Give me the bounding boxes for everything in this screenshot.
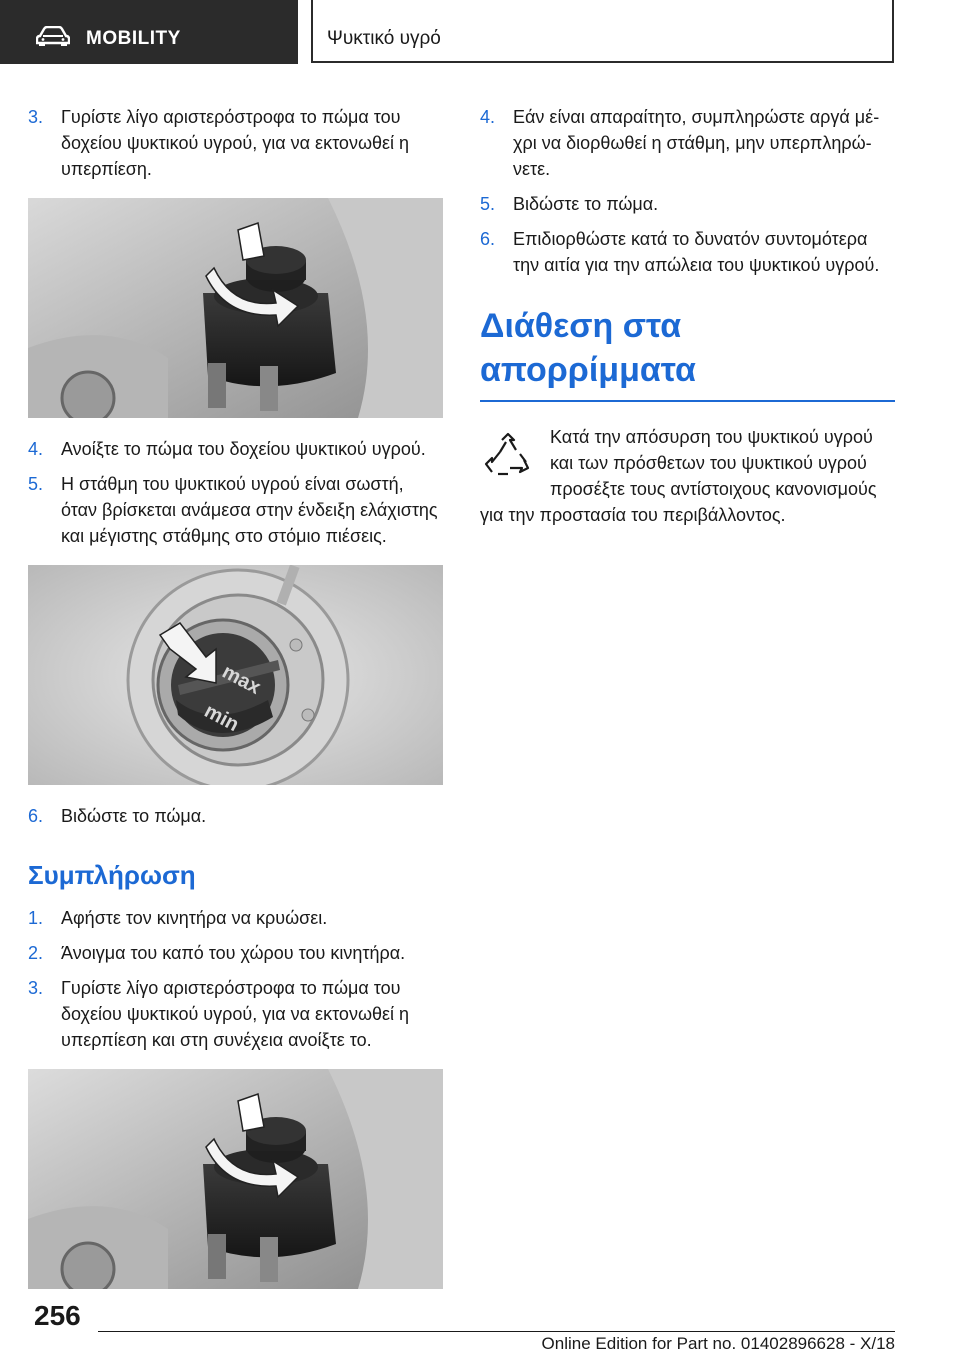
edition-label: Online Edition for Part no. 01402896628 - X/18 — [541, 1334, 895, 1353]
brand-label: MOBILITY — [86, 28, 181, 49]
step-item — [28, 436, 444, 462]
photo-level-gauge — [28, 565, 443, 785]
disposal-text: Κατά την απόσυρση του ψυκτικού υγρού και των πρόσθετων του ψυκτικού υγρού προσέξτε τους αντίστοιχους κανονισμούς για την προστασία του περιβάλλοντος. — [480, 427, 877, 525]
step-number: 3. — [28, 107, 44, 127]
step-item — [28, 905, 444, 931]
step-number: 5. — [480, 194, 496, 214]
step-text: Η στάθμη του ψυκτικού υγρού είναι σωστή, όταν βρίσκεται ανάμεσα στην ένδειξη ελάχιστης και μέγιστης στάθμης στο στόμιο πιέσεις. — [61, 474, 438, 546]
section-title-box — [311, 0, 894, 63]
step-number: 5. — [28, 474, 44, 494]
footer-divider — [98, 1331, 895, 1332]
gauge-max-label: max — [218, 660, 265, 699]
step-text: Εάν είναι απαραίτητο, συμπληρώστε αργά μέχρι να διορθωθεί η στάθμη, μην υπερπληρώνετε. — [513, 107, 880, 179]
car-icon — [36, 26, 70, 51]
step-item — [480, 191, 895, 217]
gauge-min-label: min — [200, 700, 243, 737]
step-text: Βιδώστε το πώμα. — [61, 806, 207, 826]
step-number: 1. — [28, 908, 44, 928]
step-number: 3. — [28, 978, 44, 998]
step-text: Αφήστε τον κινητήρα να κρυώσει. — [61, 908, 328, 928]
section-title: Ψυκτικό υγρό — [327, 28, 441, 49]
step-item — [28, 940, 444, 966]
step-item — [480, 104, 895, 182]
step-number: 6. — [480, 229, 496, 249]
left-column — [28, 104, 444, 1307]
page-number: 256 — [34, 1300, 81, 1331]
step-item — [28, 104, 444, 182]
step-text: Επιδιορθώστε κατά το δυνατόν συντομότερα την αιτία για την απώλεια του ψυκτικού υγρού. — [513, 229, 880, 275]
fill-heading: Συμπλήρωση — [28, 860, 196, 890]
step-item — [28, 471, 444, 549]
disposal-note — [480, 424, 895, 528]
right-column — [480, 104, 895, 528]
step-text: Άνοιγμα του καπό του χώρου του κινητήρα. — [61, 943, 406, 963]
step-item — [28, 803, 444, 829]
recycle-icon — [484, 432, 532, 480]
step-text: Γυρίστε λίγο αριστερόστροφα το πώμα του δοχείου ψυκτικού υγρού, για να εκτονωθεί η υπερπίεση. — [61, 107, 410, 179]
step-item — [28, 975, 444, 1053]
disposal-heading: Διάθεση στα απορρίμματα — [480, 304, 895, 402]
header-brand-bar — [0, 0, 298, 64]
step-number: 4. — [28, 439, 44, 459]
step-number: 2. — [28, 943, 44, 963]
step-text: Βιδώστε το πώμα. — [513, 194, 659, 214]
step-text: Γυρίστε λίγο αριστερόστροφα το πώμα του δοχείου ψυκτικού υγρού, για να εκτονωθεί η υπερπίεση και στη συνέχεια ανοίξτε το. — [61, 978, 410, 1050]
photo-open-cap-1 — [28, 198, 443, 418]
step-number: 4. — [480, 107, 496, 127]
step-item — [480, 226, 895, 278]
step-text: Ανοίξτε το πώμα του δοχείου ψυκτικού υγρού. — [61, 439, 426, 459]
photo-open-cap-2 — [28, 1069, 443, 1289]
step-number: 6. — [28, 806, 44, 826]
